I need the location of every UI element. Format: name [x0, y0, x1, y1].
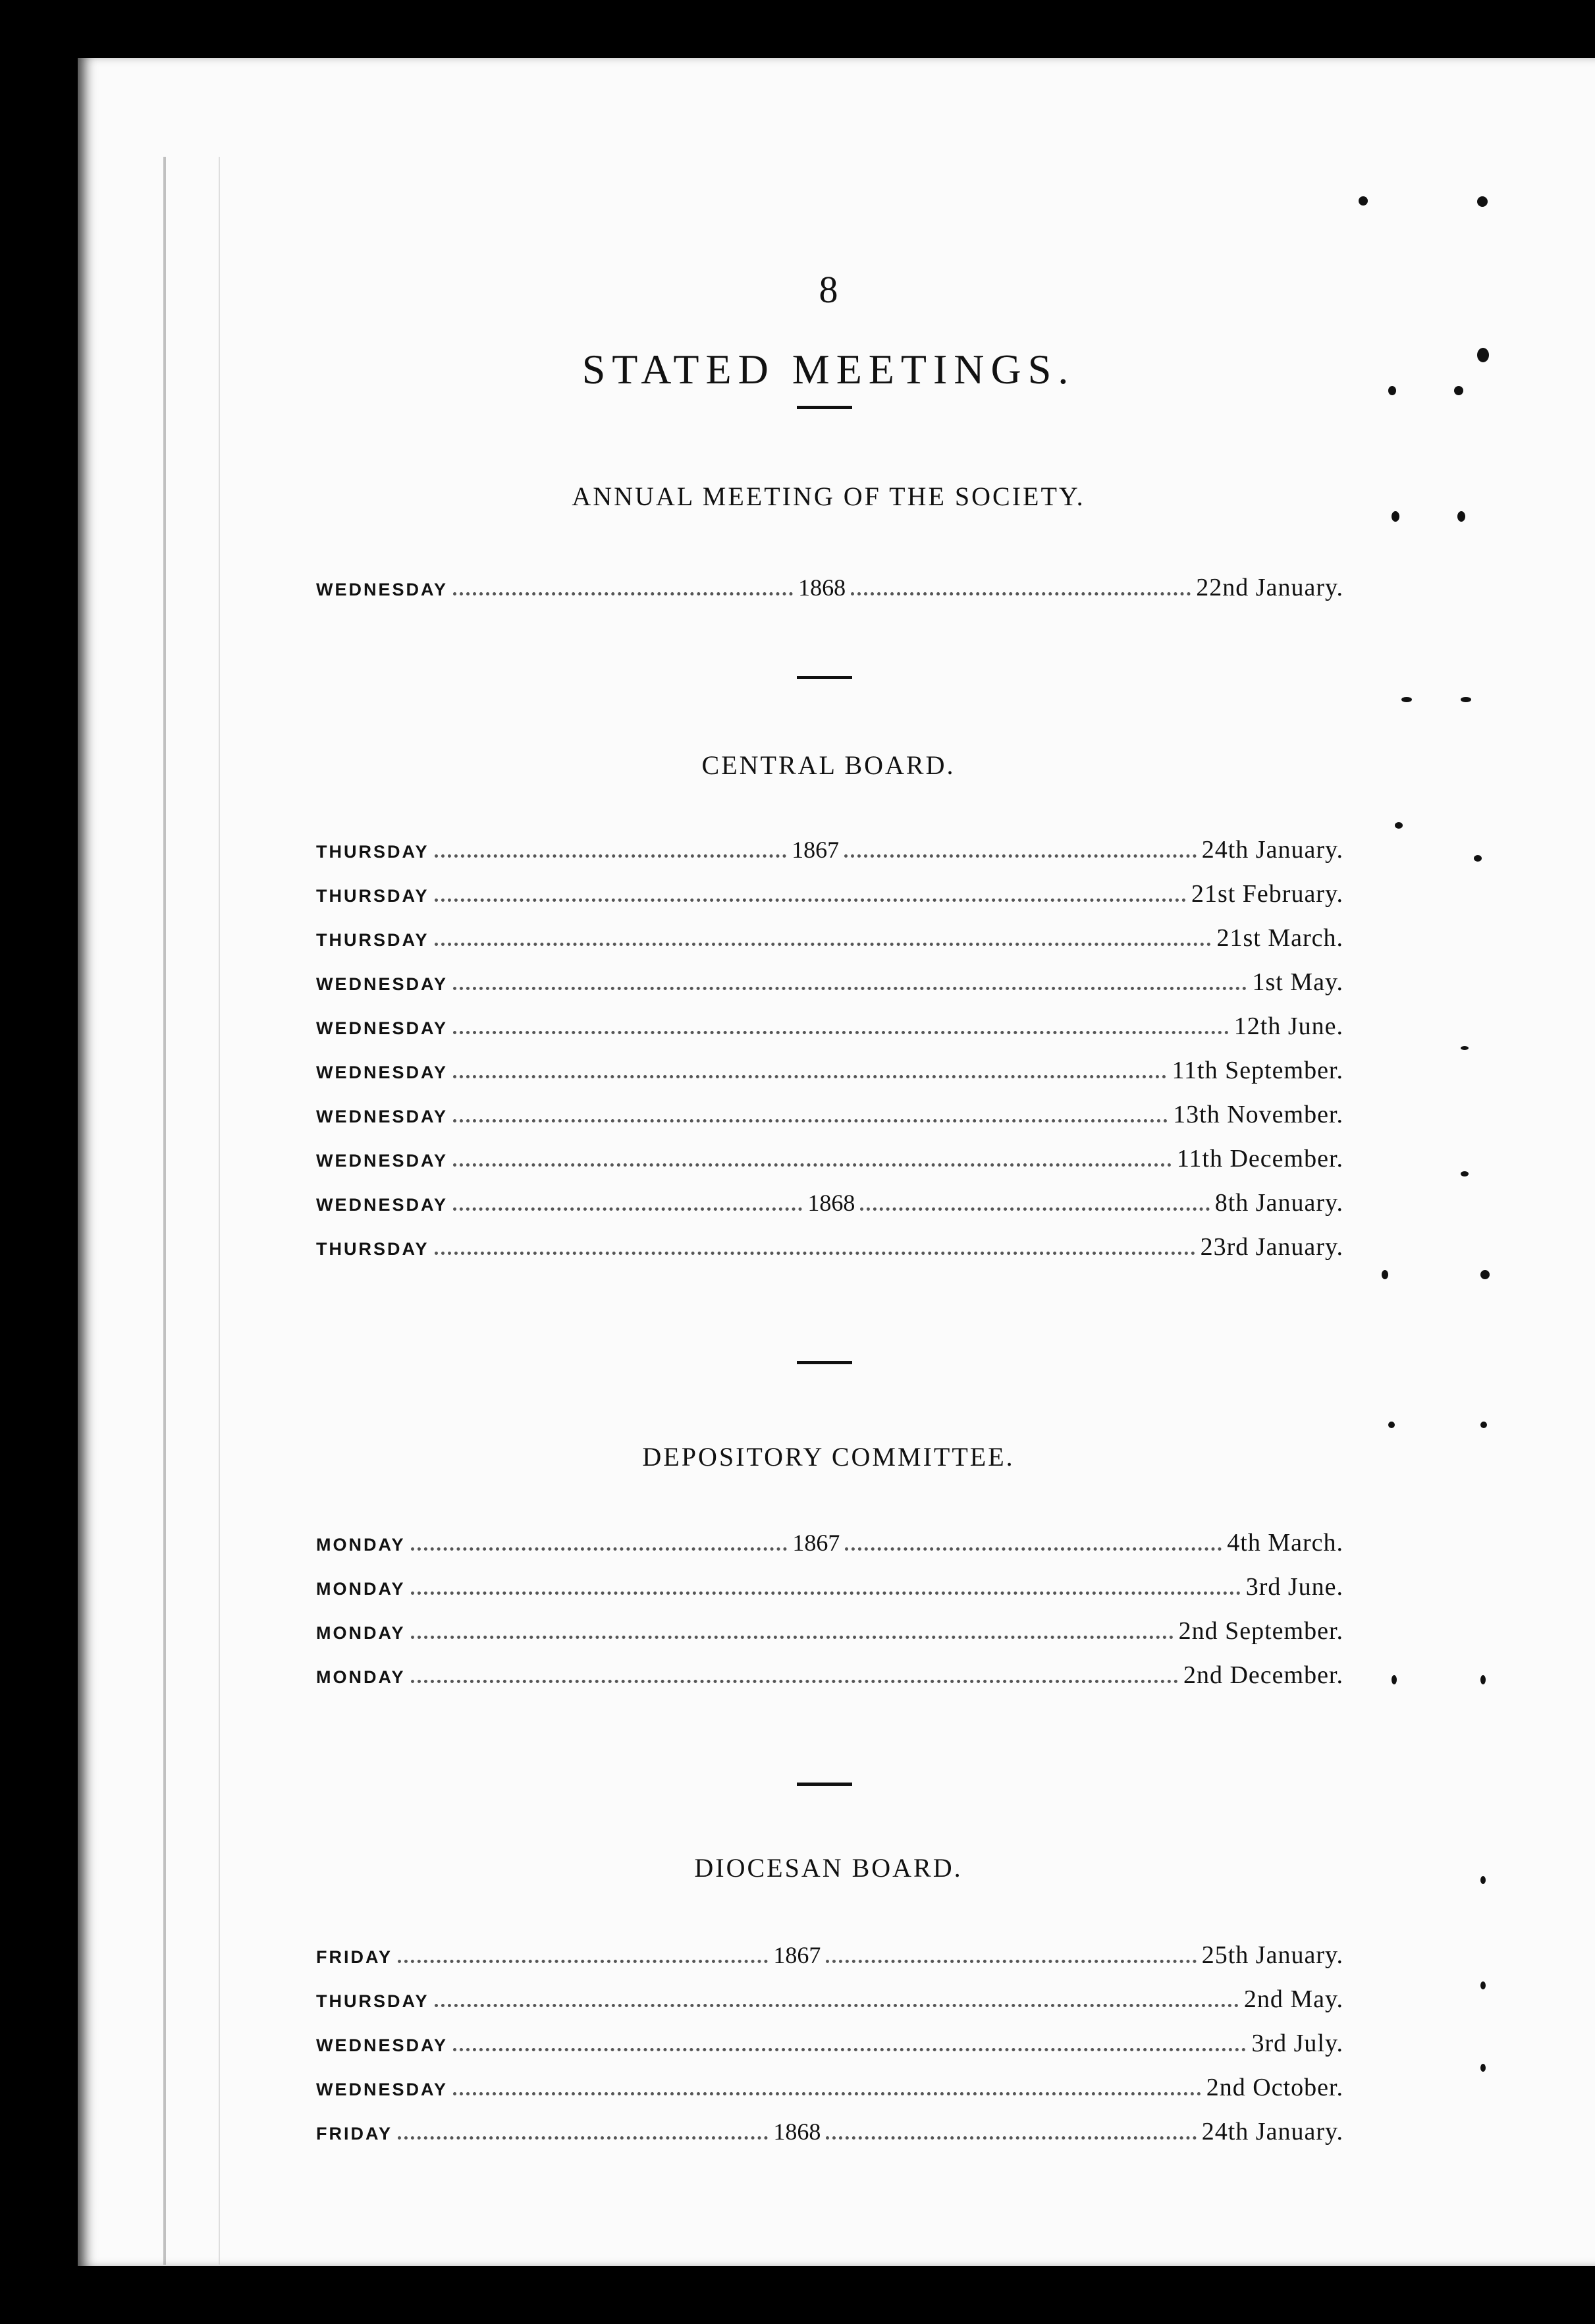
meeting-row [316, 1572, 1343, 1608]
meeting-day: THURSDAY [316, 1239, 429, 1259]
dot-leader [398, 2136, 768, 2140]
speck [1477, 196, 1488, 207]
meeting-date: 25th January. [1201, 1941, 1344, 1969]
dot-leader [453, 1163, 1172, 1167]
speck [1480, 1981, 1486, 1989]
dot-leader [435, 899, 1186, 902]
meeting-row [316, 1528, 1343, 1564]
meeting-year: 1868 [798, 574, 846, 601]
meeting-day: THURSDAY [316, 842, 429, 862]
meeting-date: 21st February. [1191, 880, 1343, 908]
meeting-year: 1867 [773, 1942, 821, 1968]
speck [1392, 511, 1399, 522]
section-heading-annual-meeting: ANNUAL MEETING OF THE SOCIETY. [572, 482, 1085, 511]
meeting-row [316, 2029, 1343, 2064]
speck [1461, 1046, 1469, 1050]
meeting-date: 13th November. [1173, 1101, 1343, 1128]
dot-leader [453, 1031, 1229, 1034]
section-heading-depository-committee: DEPOSITORY COMMITTEE. [642, 1442, 1015, 1472]
meeting-date: 24th January. [1201, 836, 1344, 864]
meeting-row [316, 1985, 1343, 2020]
page-number: 8 [819, 268, 838, 311]
meeting-date: 24th January. [1201, 2118, 1344, 2145]
meeting-day: WEDNESDAY [316, 2080, 448, 2099]
meeting-date: 23rd January. [1200, 1233, 1343, 1261]
dot-leader [435, 1252, 1195, 1255]
dot-leader [453, 1075, 1166, 1078]
dot-leader [411, 1547, 788, 1551]
dot-leader [398, 1960, 768, 1963]
meeting-row [316, 879, 1343, 915]
meeting-year: 1867 [792, 1530, 840, 1556]
meeting-day: THURSDAY [316, 930, 429, 950]
dot-leader [851, 592, 1191, 595]
section-heading-diocesan-board: DIOCESAN BOARD. [694, 1853, 963, 1883]
meeting-date: 2nd December. [1183, 1661, 1343, 1689]
meeting-day: WEDNESDAY [316, 974, 448, 994]
meeting-row [316, 1056, 1343, 1092]
section-rule [797, 406, 852, 409]
dot-leader [411, 1636, 1174, 1639]
section-rule [797, 676, 852, 679]
dot-leader [411, 1680, 1178, 1683]
meeting-date: 11th September. [1172, 1057, 1343, 1084]
meeting-day: MONDAY [316, 1579, 406, 1599]
dot-leader [845, 1547, 1222, 1551]
page-title: STATED MEETINGS. [581, 346, 1075, 393]
meeting-day: FRIDAY [316, 1947, 393, 1967]
speck [1474, 855, 1482, 862]
meeting-date: 11th December. [1176, 1145, 1343, 1173]
speck [1359, 196, 1368, 206]
dot-leader [453, 2092, 1201, 2095]
meeting-date: 3rd July. [1251, 2030, 1343, 2057]
speck [1457, 511, 1465, 522]
speck [1480, 1422, 1487, 1428]
dot-leader [844, 854, 1197, 858]
dot-leader [860, 1207, 1209, 1211]
meeting-day: THURSDAY [316, 886, 429, 906]
meeting-day: MONDAY [316, 1623, 406, 1643]
meeting-year: 1868 [773, 2118, 821, 2145]
speck [1461, 1171, 1469, 1176]
meeting-date: 4th March. [1227, 1529, 1344, 1557]
meeting-date: 2nd May. [1243, 1985, 1343, 2013]
meeting-date: 2nd October. [1206, 2074, 1343, 2101]
speck [1388, 1422, 1395, 1428]
page-edge [163, 157, 220, 2265]
speck [1480, 1270, 1490, 1279]
dot-leader [826, 2136, 1196, 2140]
dot-leader [453, 1119, 1168, 1122]
meeting-day: WEDNESDAY [316, 2035, 448, 2055]
meeting-row [316, 1144, 1343, 1180]
meeting-row [316, 1941, 1343, 1976]
meeting-day: WEDNESDAY [316, 1195, 448, 1215]
meeting-day: WEDNESDAY [316, 580, 448, 599]
meeting-row [316, 835, 1343, 871]
meeting-row [316, 1188, 1343, 1224]
section-rule [797, 1783, 852, 1786]
speck [1392, 1675, 1397, 1684]
meeting-row [316, 1617, 1343, 1652]
meeting-date: 12th June. [1233, 1012, 1343, 1040]
meeting-day: THURSDAY [316, 1991, 429, 2011]
speck [1480, 2064, 1486, 2072]
speck [1461, 697, 1471, 702]
speck [1382, 1270, 1388, 1279]
meeting-date: 21st March. [1216, 924, 1343, 952]
meeting-row [316, 573, 1343, 609]
dot-leader [435, 2004, 1239, 2007]
section-heading-central-board: CENTRAL BOARD. [701, 750, 956, 780]
meeting-row [316, 924, 1343, 959]
meeting-day: MONDAY [316, 1667, 406, 1687]
meeting-date: 1st May. [1252, 968, 1343, 996]
meeting-year: 1867 [792, 837, 840, 863]
meeting-row [316, 1012, 1343, 1047]
meeting-day: WEDNESDAY [316, 1107, 448, 1126]
dot-leader [826, 1960, 1196, 1963]
meeting-date: 2nd September. [1178, 1617, 1343, 1645]
meeting-row [316, 2117, 1343, 2153]
dot-leader [435, 854, 787, 858]
dot-leader [435, 943, 1212, 946]
dot-leader [453, 2048, 1246, 2051]
meeting-row [316, 1661, 1343, 1696]
meeting-day: WEDNESDAY [316, 1018, 448, 1038]
document-page [78, 58, 1595, 2266]
meeting-row [316, 1232, 1343, 1268]
meeting-day: FRIDAY [316, 2124, 393, 2144]
meeting-date: 22nd January. [1196, 574, 1344, 601]
meeting-date: 3rd June. [1245, 1573, 1343, 1601]
meeting-row [316, 2073, 1343, 2109]
dot-leader [453, 592, 793, 595]
speck [1480, 1675, 1486, 1684]
speck [1401, 697, 1412, 702]
meeting-row [316, 1100, 1343, 1136]
dot-leader [411, 1591, 1241, 1595]
dot-leader [453, 987, 1247, 990]
meeting-day: WEDNESDAY [316, 1151, 448, 1171]
meeting-date: 8th January. [1214, 1189, 1343, 1217]
dot-leader [453, 1207, 802, 1211]
meeting-year: 1868 [807, 1190, 855, 1216]
speck [1395, 822, 1403, 829]
meeting-day: WEDNESDAY [316, 1063, 448, 1082]
section-rule [797, 1361, 852, 1364]
meeting-row [316, 968, 1343, 1003]
meeting-day: MONDAY [316, 1535, 406, 1555]
